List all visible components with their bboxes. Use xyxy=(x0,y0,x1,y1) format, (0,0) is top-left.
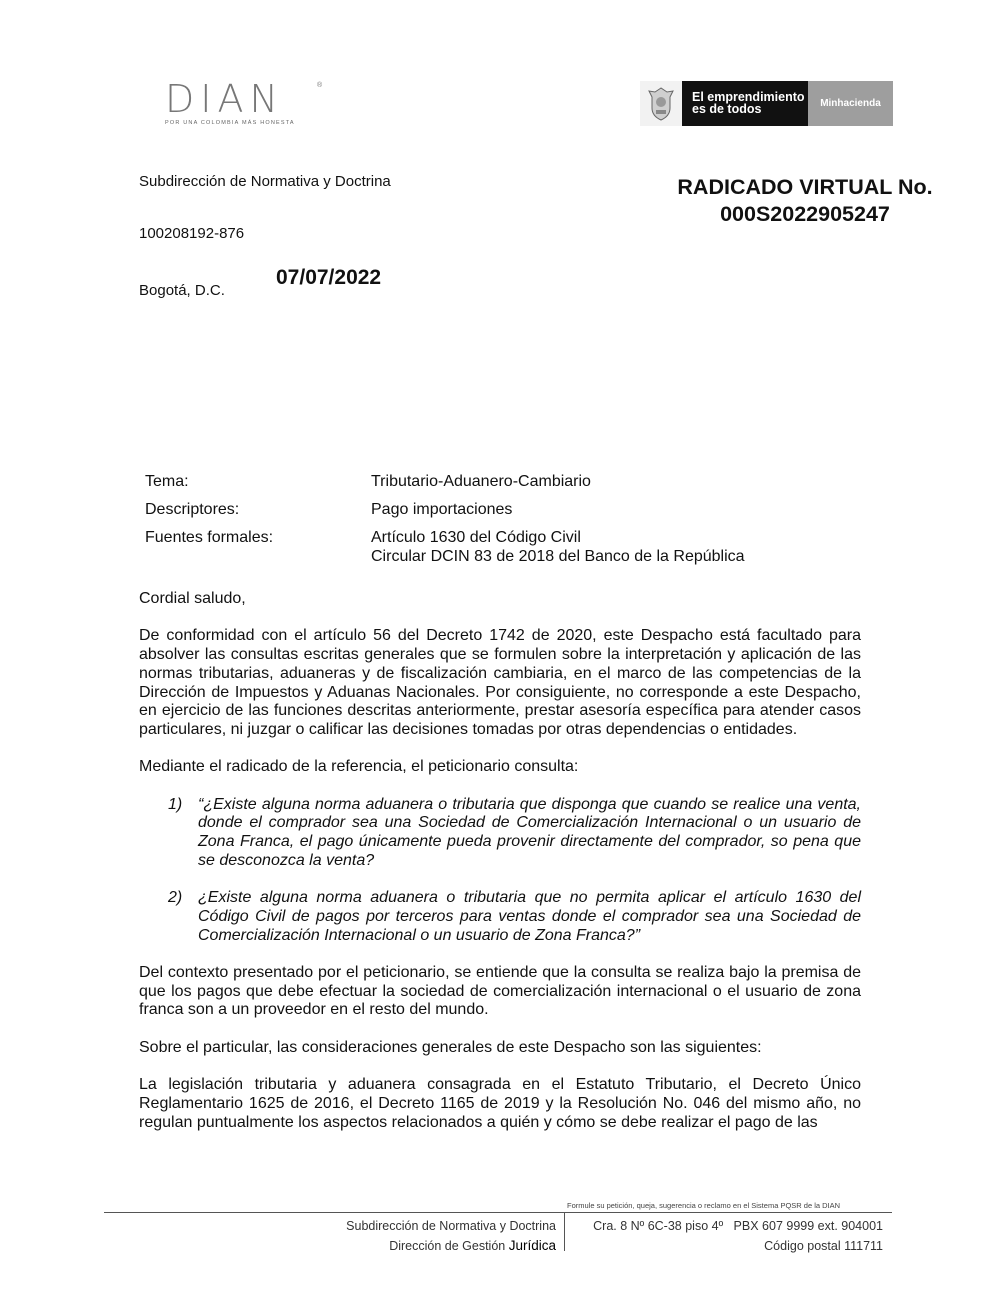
paragraph-competence: De conformidad con el artículo 56 del Decreto 1742 de 2020, este Despacho está facultado para absolver las consultas escritas generales que se formulen sobre la interpretación y aplicación de las normas tributarias, aduaneras y de fiscalización cambiaria, en el marco de las competencias de la Dirección de Impuestos y Aduanas Nacionales. Por consiguiente, no corresponde a este Despacho, en ejercicio de las funciones descritas anteriormente, prestar asesoría específica para atender casos particulares, ni juzgar o calificar las decisiones tomadas por otras dependencias o entidades. xyxy=(139,627,861,738)
footer-address: Cra. 8 Nº 6C-38 piso 4º PBX 607 9999 ext. 904001 xyxy=(593,1219,883,1233)
government-logo xyxy=(640,81,893,126)
tema-label: Tema: xyxy=(145,473,189,490)
fuentes-label: Fuentes formales: xyxy=(145,529,274,546)
paragraph-considerations-intro: Sobre el particular, las consideraciones generales de este Despacho son las siguientes: xyxy=(139,1038,762,1056)
descriptores-label: Descriptores: xyxy=(145,501,240,518)
city: Bogotá, D.C. xyxy=(139,282,225,299)
gov-slogan xyxy=(682,81,808,126)
dian-tagline: POR UNA COLOMBIA MÁS HONESTA xyxy=(165,120,295,126)
gov-slogan-line1: El emprendimiento xyxy=(692,90,805,104)
question-1-number: 1) xyxy=(168,795,183,813)
footer-vertical-divider xyxy=(564,1213,565,1251)
ministry-label: Minhacienda xyxy=(808,81,893,126)
paragraph-context: Del contexto presentado por el peticionario, se entiende que la consulta se realiza bajo la premisa de que los pagos que debe efectuar la sociedad de comercialización internacional o el usuario de zona franca son a un proveedor en el resto del mundo. xyxy=(139,963,861,1019)
footer-postal-code: Código postal 111711 xyxy=(764,1239,883,1253)
letter-body xyxy=(139,590,861,1151)
coat-of-arms-icon xyxy=(640,81,682,126)
tema-value: Tributario-Aduanero-Cambiario xyxy=(371,473,591,490)
question-2 xyxy=(139,889,861,945)
footer-office-line2 xyxy=(300,1236,556,1256)
topic-table xyxy=(145,472,865,575)
question-2-text: ¿Existe alguna norma aduanera o tributaria que no permita aplicar el artículo 1630 del Código Civil de pagos por terceros para ventas donde el comprador sea una Sociedad de Comercialización Internacional o un usuario de Zona Franca?” xyxy=(198,889,861,944)
greeting: Cordial saludo, xyxy=(139,590,246,607)
question-1-text: “¿Existe alguna norma aduanera o tributaria que disponga que cuando se realice una venta, donde el comprador sea una Sociedad de Comercialización Internacional o un usuario de Zona Franca, el pago únicamente pueda provenir directamente del comprador, so pena que se desconozca la venta? xyxy=(198,795,861,869)
footer-office-bold: Jurídica xyxy=(508,1238,556,1253)
descriptores-value: Pago importaciones xyxy=(371,501,513,518)
gov-slogan-line2: es de todos xyxy=(692,102,762,116)
question-2-number: 2) xyxy=(168,889,183,907)
paragraph-query-intro: Mediante el radicado de la referencia, el peticionario consulta: xyxy=(139,758,579,776)
radicado-label: RADICADO VIRTUAL No. xyxy=(677,175,933,199)
registered-mark: ® xyxy=(317,82,323,89)
topic-row-fuentes xyxy=(145,528,865,566)
footer-divider xyxy=(104,1212,892,1213)
document-date: 07/07/2022 xyxy=(276,266,382,289)
footer-office xyxy=(300,1216,556,1256)
fuentes-value-1: Artículo 1630 del Código Civil xyxy=(371,529,581,546)
fuentes-value-2: Circular DCIN 83 de 2018 del Banco de la República xyxy=(371,548,745,565)
question-1 xyxy=(139,796,861,871)
footer-contact xyxy=(575,1216,883,1256)
topic-row-tema xyxy=(145,472,865,491)
paragraph-legislation: La legislación tributaria y aduanera consagrada en el Estatuto Tributario, el Decreto Único Reglamentario 1625 de 2016, el Decreto 1165 de 2019 y la Resolución No. 046 del mismo año, no regulan puntualmente los aspectos relacionados a quién y cómo se debe realizar el pago de las xyxy=(139,1076,861,1131)
footer-office-prefix: Dirección de Gestión xyxy=(389,1239,509,1253)
topic-row-descriptores xyxy=(145,500,865,519)
footer-pqsr-note: Formule su petición, queja, sugerencia o reclamo en el Sistema PQSR de la DIAN xyxy=(567,1201,841,1210)
radicado-value: 000S2022905247 xyxy=(720,202,890,226)
dian-logo-text: DIAN xyxy=(165,77,284,121)
document-code: 100208192-876 xyxy=(139,225,245,242)
fuentes-value xyxy=(371,528,865,566)
office-name: Subdirección de Normativa y Doctrina xyxy=(139,173,391,190)
footer-office-line1: Subdirección de Normativa y Doctrina xyxy=(346,1219,556,1233)
radicado-number xyxy=(620,174,990,228)
dian-logo xyxy=(165,77,325,127)
